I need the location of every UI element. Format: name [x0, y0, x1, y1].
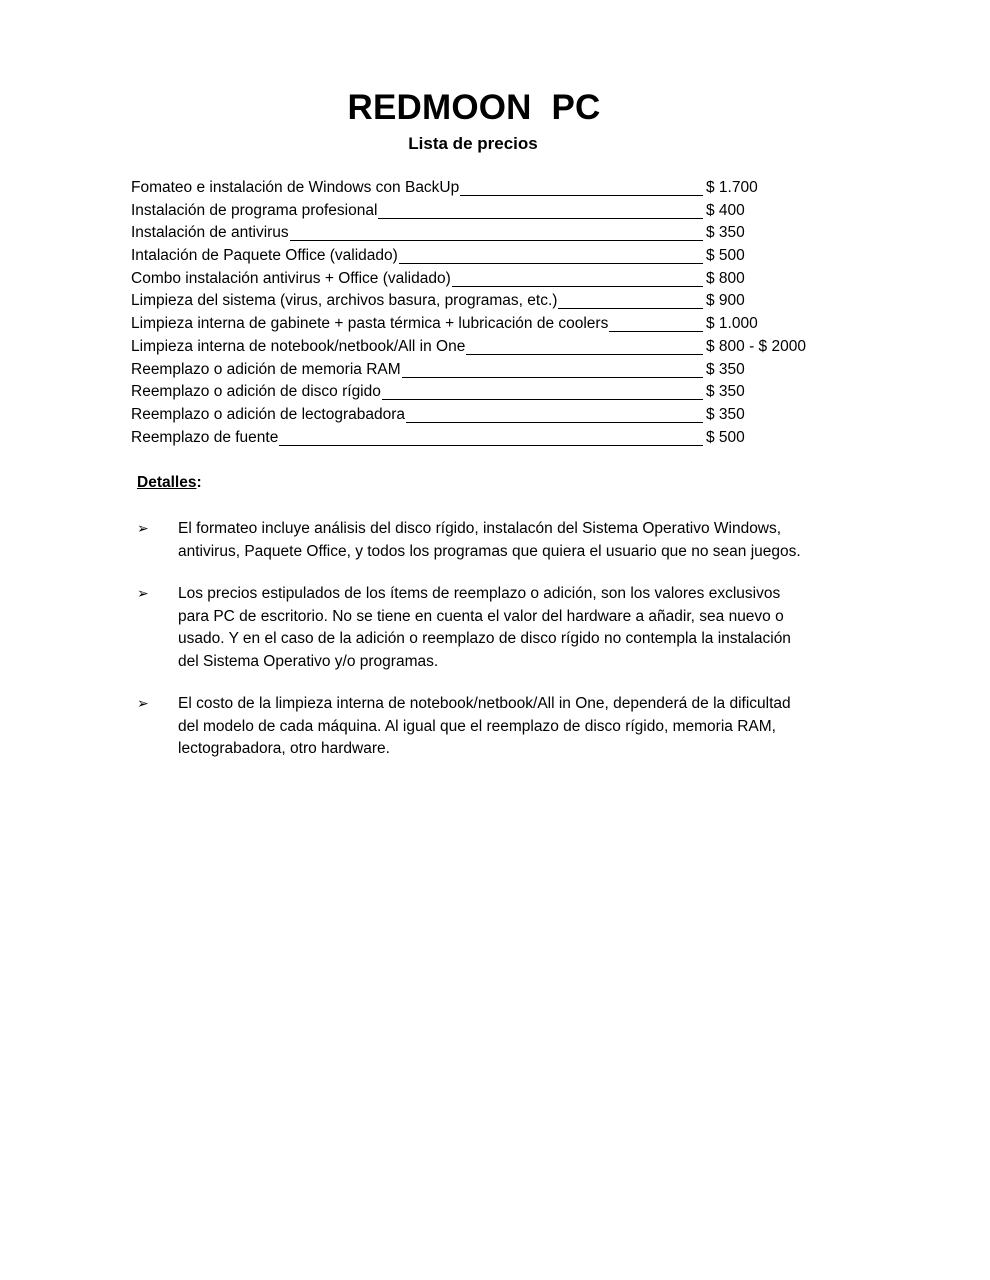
price-row: [131, 427, 831, 450]
list-item: [137, 693, 817, 761]
price-item-value: $ 500: [706, 428, 745, 446]
price-item-value: $ 1.700: [706, 179, 758, 196]
leader-line: [558, 290, 703, 309]
note-text: El costo de la limpieza interna de notebook/netbook/All in One, dependerá de la dificultad del modelo de cada máquina. Al igual que el reemplazo de disco rígido, memoria RAM, lectograbadora, otro hardware.: [178, 695, 791, 757]
price-row: [131, 381, 831, 404]
price-row: [131, 336, 831, 359]
price-item-name: Instalación de antivirus: [131, 224, 289, 242]
page-title: REDMOON PC: [347, 88, 601, 127]
price-item-value: $ 800: [706, 269, 745, 287]
price-item-value: $ 350: [706, 360, 745, 378]
price-row: [131, 313, 831, 336]
price-row: [131, 177, 831, 200]
price-item-name: Reemplazo o adición de memoria RAM: [131, 360, 401, 378]
price-row: [131, 200, 831, 223]
price-item-name: Reemplazo o adición de lectograbadora: [131, 405, 406, 423]
details-heading: [137, 474, 202, 492]
note-text: Los precios estipulados de los ítems de reemplazo o adición, son los valores exclusivos para PC de escritorio. No se tiene en cuenta el valor del hardware a añadir, sea nuevo o usado. Y en el caso de la adición o reemplazo de disco rígido no contempla la instalación del Sistema Operativo y/o programas.: [178, 585, 791, 670]
details-heading-label: Detalles: [137, 474, 197, 491]
price-item-name: Intalación de Paquete Office (validado): [131, 247, 398, 265]
price-item-value: $ 900: [706, 292, 745, 310]
arrowhead-bullet-icon: ➢: [137, 586, 149, 602]
leader-line: [609, 313, 703, 332]
price-row: [131, 404, 831, 427]
price-item-value: $ 1.000: [706, 315, 758, 333]
list-item: [137, 583, 817, 673]
leader-line: [399, 245, 703, 264]
price-item-name: Limpieza interna de gabinete + pasta térmica + lubricación de coolers: [131, 315, 609, 333]
price-item-name: Combo instalación antivirus + Office (validado): [131, 269, 451, 287]
price-row: [131, 245, 831, 268]
arrowhead-bullet-icon: ➢: [137, 521, 149, 537]
price-item-value: $ 350: [706, 405, 745, 423]
price-item-value: $ 500: [706, 247, 745, 265]
leader-line: [452, 268, 703, 287]
price-item-name: Reemplazo de fuente: [131, 428, 279, 446]
details-heading-colon: :: [196, 474, 202, 491]
price-item-value: $ 400: [706, 201, 745, 219]
price-row: [131, 268, 831, 291]
leader-line: [279, 427, 703, 446]
price-row: [131, 290, 831, 313]
price-item-name: Fomateo e instalación de Windows con BackUp: [131, 179, 460, 196]
note-text: El formateo incluye análisis del disco rígido, instalacón del Sistema Operativo Windows, antivirus, Paquete Office, y todos los programas que quiera el usuario que no sean juegos.: [178, 520, 801, 560]
price-list: [131, 177, 831, 449]
leader-line: [460, 177, 703, 196]
leader-line: [406, 404, 703, 423]
price-item-name: Instalación de programa profesional: [131, 201, 378, 219]
price-row: [131, 222, 831, 245]
leader-line: [290, 222, 703, 241]
leader-line: [466, 336, 703, 355]
price-item-value: $ 800 - $ 2000: [706, 337, 806, 355]
price-item-value: $ 350: [706, 224, 745, 242]
leader-line: [378, 200, 703, 219]
list-item: [137, 518, 817, 563]
price-item-name: Reemplazo o adición de disco rígido: [131, 383, 381, 401]
arrowhead-bullet-icon: ➢: [137, 696, 149, 712]
page-subtitle: Lista de precios: [408, 134, 538, 153]
price-row: [131, 359, 831, 382]
leader-line: [402, 359, 703, 378]
details-notes-list: [137, 518, 817, 781]
price-item-name: Limpieza interna de notebook/netbook/All in One: [131, 337, 466, 355]
price-item-value: $ 350: [706, 383, 745, 401]
leader-line: [382, 381, 703, 400]
price-item-name: Limpieza del sistema (virus, archivos basura, programas, etc.): [131, 292, 558, 310]
